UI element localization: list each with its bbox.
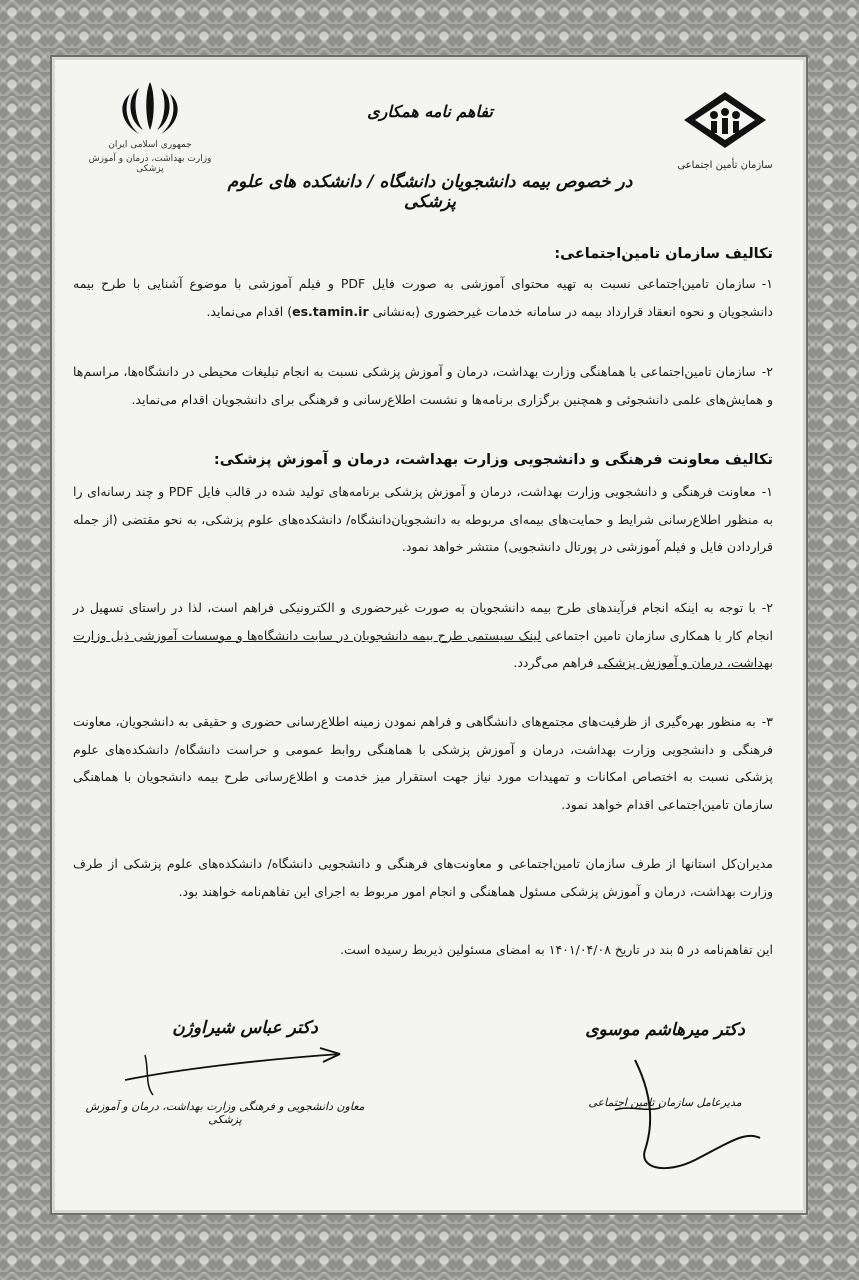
- clause-number: ۱-: [761, 276, 773, 291]
- emblem-caption-country: جمهوری اسلامی ایران: [108, 140, 192, 150]
- closing-paragraph: مدیران‌کل استانها از طرف سازمان تامین‌اجتماعی و معاونت‌های فرهنگی و دانشجویی دانشگاه/ دانشکده‌های علوم پزشکی از طرف وزارت بهداشت، درمان و آموزش پزشکی مسئول هماهنگی و انجام امور مربوط به اجرای این تفاهم‌نامه خواهند بود.: [73, 856, 773, 899]
- clause-number: ۲-: [761, 364, 773, 379]
- signature-left-icon: [115, 1040, 355, 1100]
- section-heading-ministry: تکالیف معاونت فرهنگی و دانشجویی وزارت بهداشت، درمان و آموزش پزشکی:: [213, 452, 773, 468]
- clause-text: سازمان تامین‌اجتماعی با هماهنگی وزارت بهداشت، درمان و آموزش پزشکی نسبت به انجام تبلیغات محیطی در دانشگاه‌ها، مراسم‌ها و همایش‌های علمی دانشجوئی و همچنین برگزاری برنامه‌ها و نشست اطلاع‌رسانی و فرهنگی برای دانشجویان اقدام می‌نماید.: [73, 364, 773, 407]
- clause-text: سازمان تامین‌اجتماعی نسبت به تهیه محتوای آموزشی به صورت فایل PDF و فیلم آموزشی با موضوع آشنایی با طرح بیمه دانشجویان و نحوه انعقاد قرارداد بیمه در سامانه خدمات غیرحضوری (به‌نشانی: [73, 276, 773, 319]
- clause-text: معاونت فرهنگی و دانشجویی وزارت بهداشت، درمان و آموزش پزشکی برنامه‌های تولید شده در قالب فایل PDF و چند رسانه‌ای را به منظور اطلاع‌رسانی شرایط و حمایت‌های بیمه‌ای مربوطه به دانشجویان‌دانشگاه/ دانشکده‌های علوم پزشکی، به نحو مقتضی (از جمله قراردادن فایل و فیلم آموزشی در پورتال دانشجویی) منتشر خواهد نمود.: [73, 484, 773, 554]
- document-page: [55, 60, 803, 1210]
- website-link[interactable]: es.tamin.ir: [292, 303, 369, 319]
- clause-ministry-2: [73, 594, 773, 677]
- iran-emblem-icon: [115, 78, 185, 138]
- clause-number: ۳-: [761, 714, 773, 729]
- clause-number: ۲-: [761, 600, 773, 615]
- document-title: تفاهم نامه همکاری: [367, 102, 493, 121]
- signatory-left-title: معاون دانشجویی و فرهنگی وزارت بهداشت، درمان و آموزش پزشکی: [85, 1100, 365, 1126]
- clause-text: به منظور بهره‌گیری از ظرفیت‌های مجتمع‌های دانشگاهی و فراهم نمودن زمینه اطلاع‌رسانی حضوری و حقیقی به دانشجویان، معاونت فرهنگی و دانشجویی وزارت بهداشت، درمان و آموزش پزشکی با هماهنگی روابط عمومی و حراست دانشگاه/ دانشکده‌های علوم پزشکی نسبت به اختصاص امکانات و تمهیدات مورد نیاز جهت استقرار میز خدمت و اطلاع‌رسانی طرح بیمه دانشجویان با هماهنگی سازمان تامین‌اجتماعی اقدام خواهد نمود.: [73, 714, 773, 812]
- emblem-caption-ministry: وزارت بهداشت، درمان و آموزش پزشکی: [88, 154, 212, 174]
- tamin-logo-caption: سازمان تأمین اجتماعی: [677, 160, 773, 171]
- clause-ministry-1: [73, 478, 773, 561]
- signatory-right-name: دکتر میرهاشم موسوی: [585, 1020, 745, 1040]
- section-heading-tamin: تکالیف سازمان تامین‌اجتماعی:: [554, 246, 773, 262]
- tamin-logo-icon: [680, 90, 770, 150]
- signatory-left-name: دکتر عباس شیراوژن: [172, 1018, 318, 1038]
- clause-text: با توجه به اینکه انجام فرآیندهای طرح بیمه دانشجویان به صورت غیرحضوری و الکترونیکی فراهم است، لذا در راستای تسهیل در انجام کار با همکاری سازمان تامین اجتماعی: [73, 600, 773, 643]
- clause-text-end: فراهم می‌گردد.: [513, 655, 598, 670]
- clause-number: ۱-: [761, 484, 773, 499]
- signature-right-icon: [575, 1050, 775, 1180]
- clause-tamin-2: [73, 358, 773, 413]
- clause-ministry-3: [73, 708, 773, 818]
- closing-date-line: این تفاهم‌نامه در ۵ بند در تاریخ ۱۴۰۱/۰۴/۰۸ به امضای مسئولین ذیربط رسیده است.: [340, 942, 773, 957]
- signatory-right-title: مدیرعامل سازمان تامین اجتماعی: [588, 1096, 742, 1109]
- document-subtitle: در خصوص بیمه دانشجویان دانشگاه / دانشکده های علوم پزشکی: [227, 172, 633, 212]
- clause-text-end: ) اقدام می‌نماید.: [206, 303, 293, 319]
- clause-tamin-1: [73, 270, 773, 325]
- clause-underlined-text: لینک سیستمی طرح بیمه دانشجویان در سایت دانشگاه‌ها و موسسات آموزشی ذیل وزارت بهداشت، درمان و آموزش پزشکی: [73, 627, 773, 670]
